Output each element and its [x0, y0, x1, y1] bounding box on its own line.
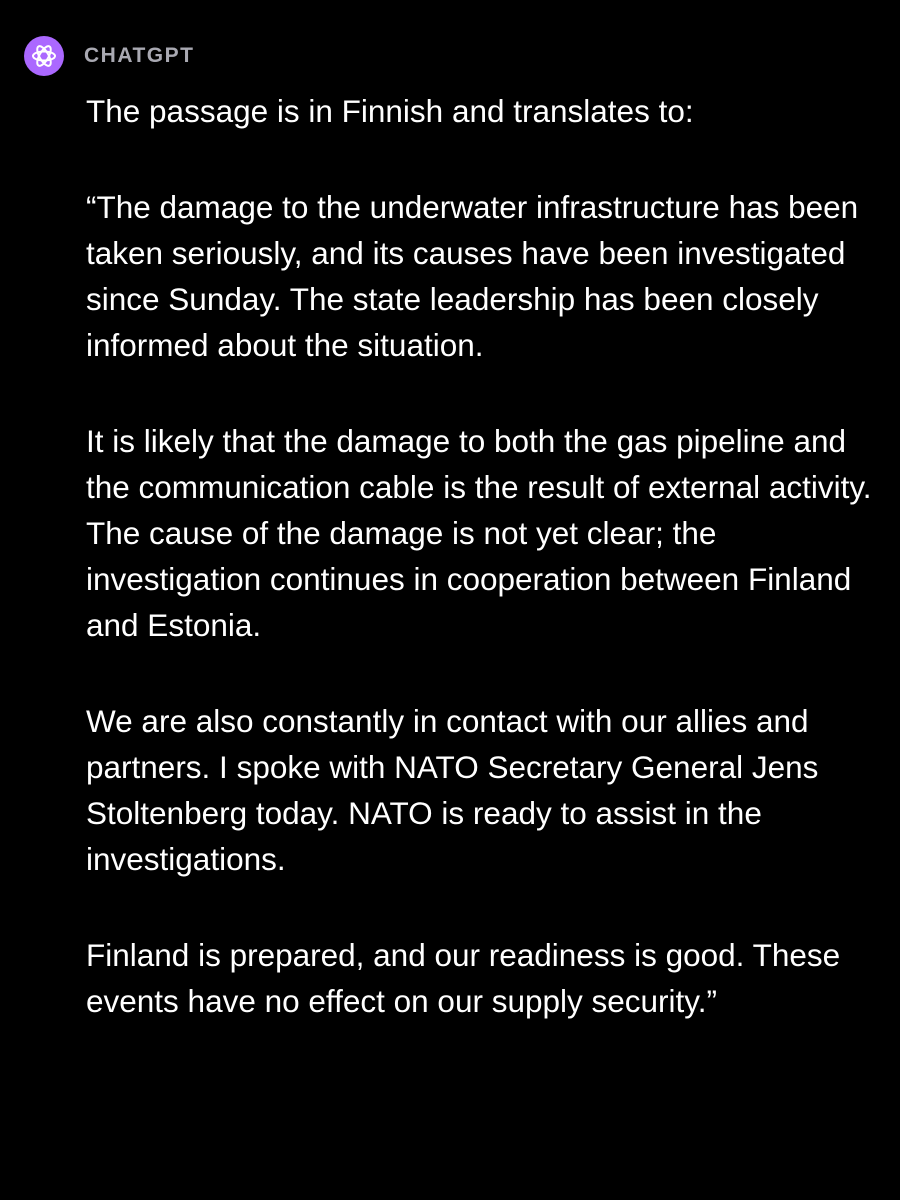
sender-name: CHATGPT [84, 44, 195, 67]
openai-logo-icon [30, 42, 58, 70]
message-paragraph-1: “The damage to the underwater infrastructure has been taken seriously, and its causes have been investigated since Sunday. The state leadership has been closely informed about the situation. [86, 189, 859, 363]
assistant-avatar [24, 36, 64, 76]
message-paragraph-4: Finland is prepared, and our readiness is good. These events have no effect on our supply security.” [86, 937, 841, 1019]
message-paragraph-intro: The passage is in Finnish and translates to: [86, 93, 694, 129]
message-paragraph-2: It is likely that the damage to both the gas pipeline and the communication cable is the result of external activity. The cause of the damage is not yet clear; the investigation continues in cooperation between Finland and Estonia. [86, 423, 872, 643]
message-paragraph-3: We are also constantly in contact with our allies and partners. I spoke with NATO Secretary General Jens Stoltenberg today. NATO is ready to assist in the investigations. [86, 703, 819, 877]
assistant-message [86, 88, 876, 1024]
message-header [24, 36, 194, 76]
